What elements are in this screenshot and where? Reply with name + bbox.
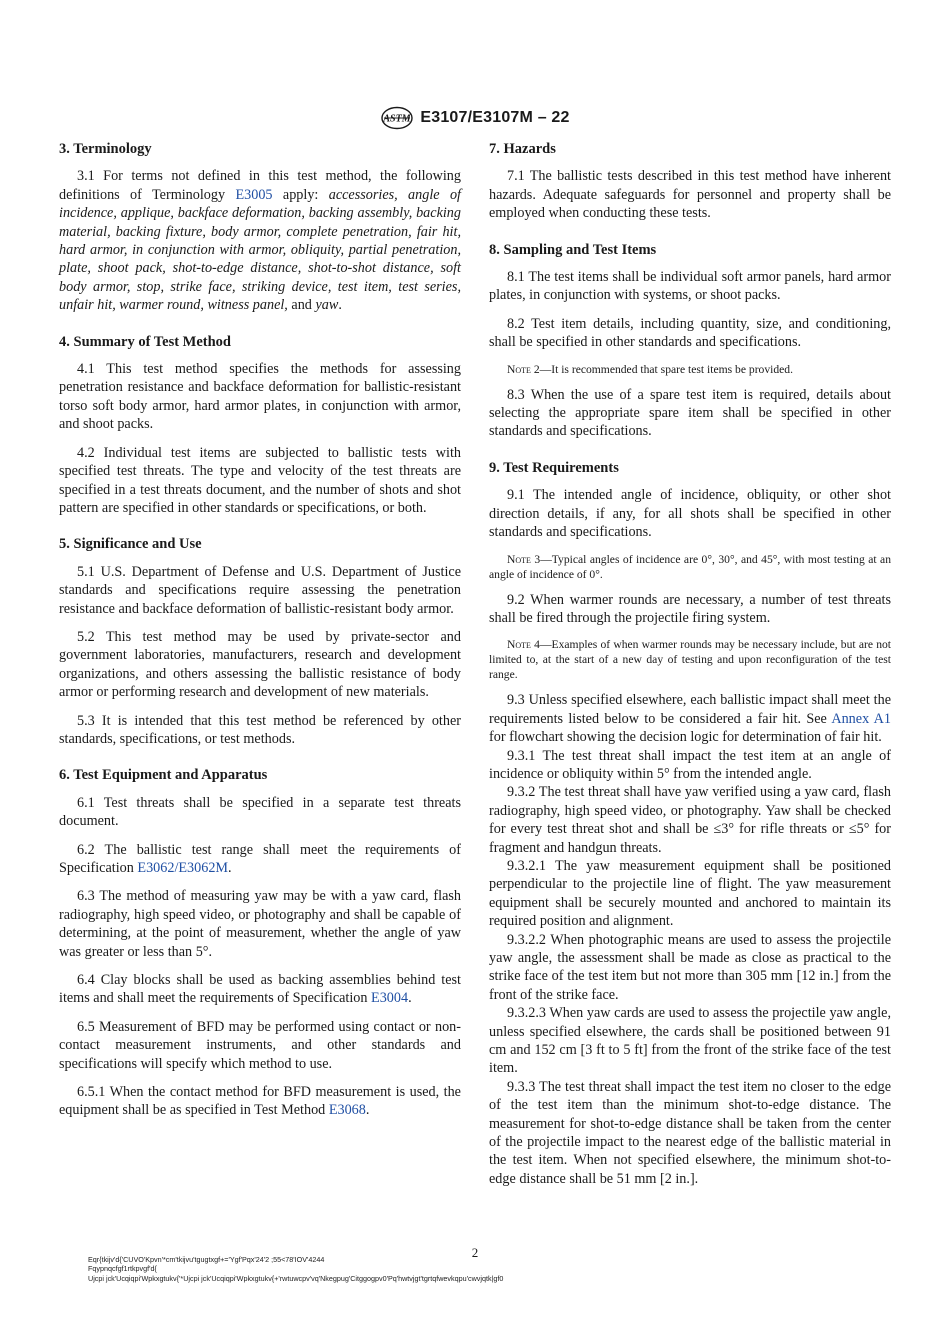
- paragraph-9-3-2-2: 9.3.2.2 When photographic means are used to assess the projectile yaw angle, the assessment shall be made as close as practical to the strike face of the test item but not more than 305 mm [12 in.] from the front of the strike face.: [489, 931, 891, 1003]
- paragraph-6-4: 6.4 Clay blocks shall be used as backing assemblies behind test items and shall meet the requirements of Specification E3004.: [59, 972, 461, 1007]
- paragraph-9-3-2-1: 9.3.2.1 The yaw measurement equipment shall be positioned perpendicular to the projectile line of flight. The yaw measurement equipment shall be securely mounted and anchored to maintain its required position and alignment.: [489, 857, 891, 930]
- footer-line-2: Fqypnqcfgf1rtkpvgf'd{: [88, 1264, 157, 1274]
- footer-line-3: Ujcpi jck'Ucqiqpi'Wpkxgtukv{'*Ujcpi jck'Ucqiqpi'Wpkxgtukv{+'rwtuwcpv'vq'Nkegpug'Citggogpv0'Pq'hwtvjgt'tgrtqfwevkqpu'cwvjqtk|gf0: [88, 1273, 504, 1283]
- link-e3004[interactable]: E3004: [371, 990, 409, 1007]
- paragraph-8-1: 8.1 The test items shall be individual soft armor panels, hard armor plates, in conjunction with systems, or shoot packs.: [489, 269, 891, 304]
- section-heading-hazards: 7. Hazards: [489, 141, 556, 157]
- footer-line-1: Eqr{tkijv'd{'CUVO'Kpvn'*cm'tkijvu'tgugtxgf+='Ygf'Pqx'24'2 ;55<78'IOV'4244: [88, 1255, 325, 1264]
- note-2: Note 2—It is recommended that spare test items be provided.: [507, 362, 794, 376]
- terms-list: accessories, angle of incidence, applique, backface deformation, backing assembly, backing material, backing fixture, body armor, complete penetration, fair hit, hard armor, in conjunction with armor, obliquity, partial penetration, plate, shoot pack, shot-to-edge distance, shot-to-shot distance, soft body armor, stop, strike face, striking device, test item, test series, unfair hit, warmer round, witness panel,: [59, 186, 461, 314]
- note-4: Note 4—Examples of when warmer rounds may be necessary include, but are not limited to, at the start of a new day of testing and upon reconfiguration of the test range.: [489, 638, 892, 682]
- paragraph-6-3: 6.3 The method of measuring yaw may be with a yaw card, flash radiography, high speed video, or photography and shall be capable of determining, at the point of measurement, whether the angle of yaw was greater or less than 5°.: [59, 888, 461, 960]
- paragraph-9-3-2: 9.3.2 The test threat shall have yaw verified using a yaw card, flash radiography, high speed video, or photography. Yaw shall be checked for every test threat shot and shall be ≤3° for rifle threats or ≤5° for fragment and handgun threats.: [489, 784, 891, 856]
- paragraph-6-1: 6.1 Test threats shall be specified in a separate test threats document.: [59, 794, 461, 830]
- copyright-footer: [88, 1255, 503, 1283]
- link-e3068[interactable]: E3068: [328, 1102, 366, 1119]
- page-number: 2: [471, 1245, 479, 1260]
- document-header: [0, 104, 950, 132]
- section-heading-sampling: 8. Sampling and Test Items: [489, 241, 657, 258]
- paragraph-9-3: 9.3 Unless specified elsewhere, each ballistic impact shall meet the requirements listed below to be considered a fair hit. See Annex A1 for flowchart showing the decision logic for determination of fair hit.: [489, 692, 892, 746]
- svg-text:ASTM: ASTM: [383, 113, 411, 125]
- paragraph-6-5-1: 6.5.1 When the contact method for BFD measurement is used, the equipment shall be as specified in Test Method E3068.: [59, 1084, 461, 1119]
- link-e3062[interactable]: E3062/E3062M: [137, 860, 229, 876]
- document-title: E3107/E3107M – 22: [420, 109, 570, 126]
- section-heading-summary: 4. Summary of Test Method: [59, 333, 231, 350]
- paragraph-7-1: 7.1 The ballistic tests described in this test method have inherent hazards. Adequate safeguards for personnel and property shall be employed when conducting these tests.: [489, 168, 891, 222]
- paragraph-5-2: 5.2 This test method may be used by private-sector and government laboratories, manufacturers, research and development organizations, and others assessing the ballistic resistance of body armor or performing research and development of new materials.: [59, 628, 461, 701]
- paragraph-5-1: 5.1 U.S. Department of Defense and U.S. Department of Justice standards and specifications require assessing the penetration resistance and backface deformation of ballistic-resistant body armor.: [59, 563, 461, 617]
- paragraph-6-5: 6.5 Measurement of BFD may be performed using contact or non-contact measurement instruments, and other standards and specifications will specify which method to use.: [59, 1018, 461, 1072]
- link-annex-a1[interactable]: Annex A1: [831, 710, 892, 727]
- paragraph-4-1: 4.1 This test method specifies the methods for assessing penetration resistance and backface deformation for ballistic-resistant torso soft body armor, hard armor plates, in conjunction with armor, and shoot packs.: [59, 361, 461, 433]
- paragraph-9-2: 9.2 When warmer rounds are necessary, a number of test threats shall be fired through the projectile firing system.: [489, 591, 891, 626]
- paragraph-9-1: 9.1 The intended angle of incidence, obliquity, or other shot direction details, if any, for all shots shall be specified in other standards and specifications.: [489, 487, 891, 541]
- paragraph-9-3-3: 9.3.3 The test threat shall impact the test item no closer to the edge of the test item than the minimum shot-to-edge distance. The measurement for shot-to-edge distance shall be taken from the center of the projectile impact to the nearest edge of the ballistic material in the test item. When not specified elsewhere, the minimum shot-to-edge distance shall be 51 mm [2 in.].: [489, 1078, 891, 1187]
- section-heading-terminology: 3. Terminology: [59, 141, 152, 157]
- paragraph-9-3-1: 9.3.1 The test threat shall impact the test item at an angle of incidence or obliquity within 5° from the intended angle.: [489, 747, 891, 782]
- astm-logo-icon: [380, 106, 414, 130]
- section-heading-significance: 5. Significance and Use: [59, 536, 202, 553]
- link-e3005[interactable]: E3005: [235, 186, 273, 203]
- paragraph-5-3: 5.3 It is intended that this test method be referenced by other standards, specifications, or test methods.: [59, 712, 461, 747]
- paragraph-9-3-2-3: 9.3.2.3 When yaw cards are used to assess the projectile yaw angle, unless specified elsewhere, the cards shall be positioned between 91 cm and 152 cm [3 ft to 5 ft] from the front of the strike face of the test item.: [489, 1005, 891, 1077]
- right-column: [489, 140, 891, 1188]
- left-column: [59, 140, 461, 1130]
- section-heading-test-requirements: 9. Test Requirements: [489, 459, 619, 476]
- paragraph-3-1: 3.1 For terms not defined in this test method, the following definitions of Terminology E3005 apply: accessories, angle of incidence, applique, backface deformation, backing assembly, backing material, backing fixture, body armor, complete penetration, fair hit, hard armor, in conjunction with armor, obliquity, partial penetration, plate, shoot pack, shot-to-edge distance, shot-to-shot distance, soft body armor, stop, strike face, striking device, test item, test series, unfair hit, warmer round, witness panel, and yaw.: [59, 168, 461, 314]
- paragraph-8-2: 8.2 Test item details, including quantity, size, and conditioning, shall be specified in other standards and specifications.: [489, 315, 891, 351]
- note-3: Note 3—Typical angles of incidence are 0°, 30°, and 45°, with most testing at an angle of incidence of 0°.: [489, 552, 891, 581]
- paragraph-6-2: 6.2 The ballistic test range shall meet the requirements of Specification E3062/E3062M.: [59, 841, 461, 876]
- paragraph-4-2: 4.2 Individual test items are subjected to ballistic tests with specified test threats. The type and velocity of the test threats are specified in a test threats document, and the number of shots and shot pattern are specified in other standards or specifications, or both.: [59, 444, 461, 516]
- paragraph-8-3: 8.3 When the use of a spare test item is required, details about selecting the appropriate spare item shall be specified in other standards and specifications.: [489, 386, 891, 440]
- section-heading-equipment: 6. Test Equipment and Apparatus: [59, 767, 268, 784]
